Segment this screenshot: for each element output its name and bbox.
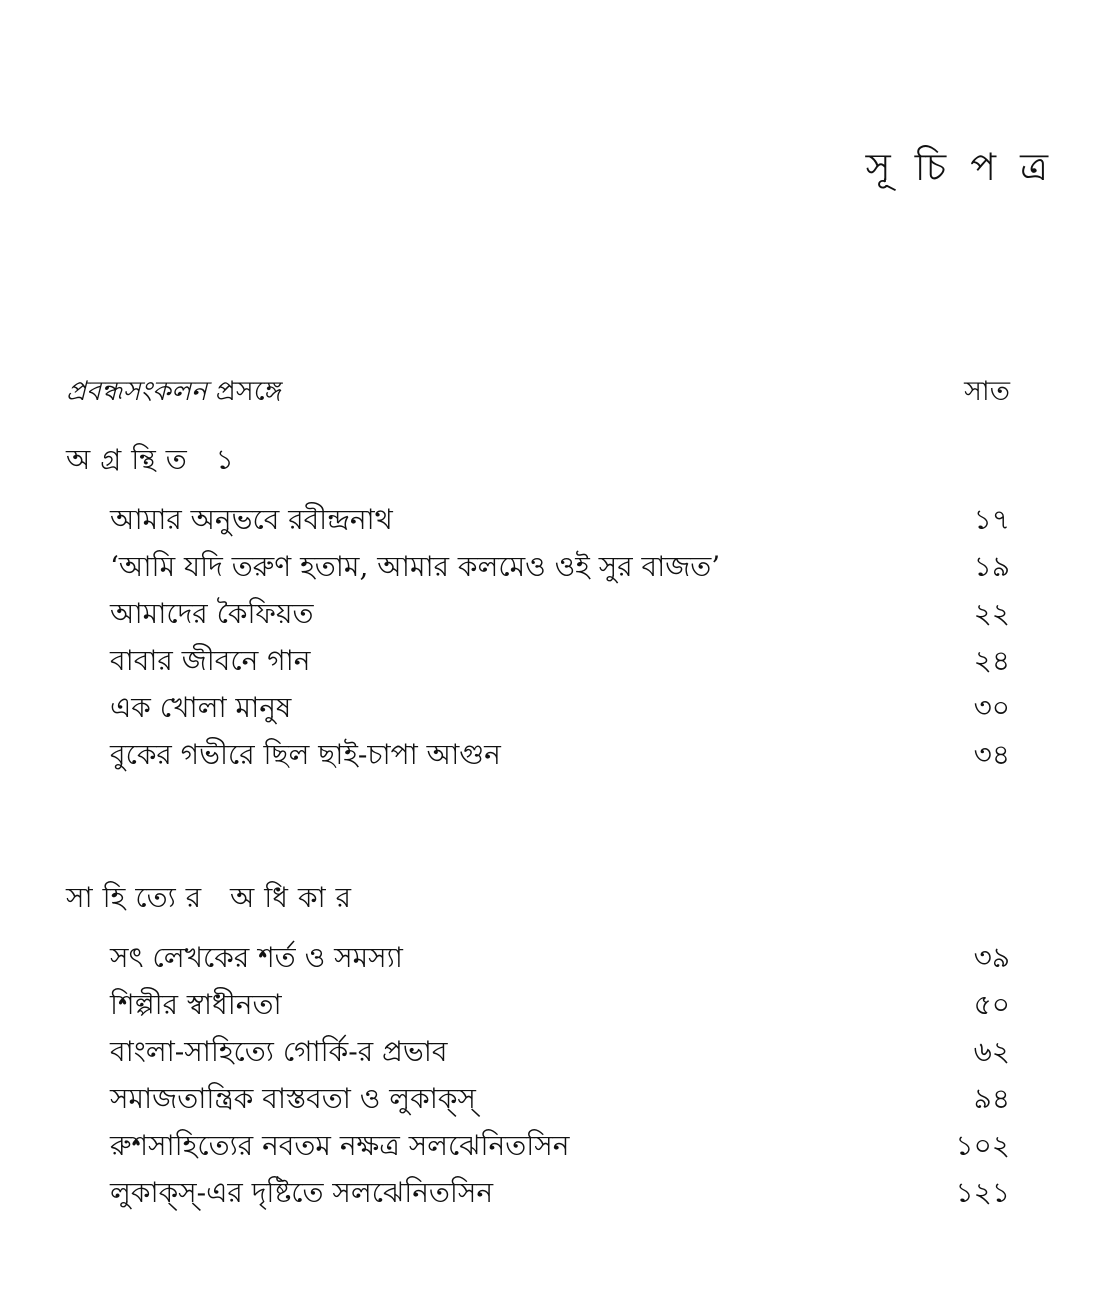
entry-page-number: ৩০ [973,691,1010,724]
preface-title-italic: প্রবন্ধসংকলন [66,376,208,407]
toc-entry[interactable] [66,1028,1010,1075]
section-title: সাহিত্যের অধিকার [66,881,362,914]
section-title: অগ্রন্থিত ১ [66,443,244,476]
entry-list [66,496,1010,778]
preface-entry[interactable] [66,372,1010,412]
toc-entry[interactable] [66,1075,1010,1122]
preface-page-number: সাত [964,376,1010,407]
entry-page-number: ১৯ [973,550,1010,583]
entry-title: বাংলা-সাহিত্যে গোর্কি-র প্রভাব [110,1035,448,1068]
entry-page-number: ১৭ [973,503,1010,536]
toc-entry[interactable] [66,731,1010,778]
toc-entry[interactable] [66,496,1010,543]
entry-title: আমার অনুভবে রবীন্দ্রনাথ [110,503,393,536]
entry-title: বাবার জীবনে গান [110,644,311,677]
toc-entry[interactable] [66,590,1010,637]
entry-page-number: ১২১ [955,1176,1010,1209]
entry-page-number: ৯৪ [973,1082,1010,1115]
toc-entry[interactable] [66,1169,1010,1216]
entry-title: বুকের গভীরে ছিল ছাই-চাপা আগুন [110,738,501,771]
entry-title: আমাদের কৈফিয়ত [110,597,314,630]
entry-title: শিল্পীর স্বাধীনতা [110,988,282,1021]
toc-entry[interactable] [66,934,1010,981]
entry-page-number: ৬২ [973,1035,1010,1068]
page-title: সূ চি প ত্র [865,145,1054,189]
toc-entry[interactable] [66,543,1010,590]
toc-entry[interactable] [66,684,1010,731]
entry-page-number: ৩৯ [973,941,1010,974]
entry-title: এক খোলা মানুষ [110,691,292,724]
entry-list [66,934,1010,1216]
toc-entry[interactable] [66,1122,1010,1169]
entry-page-number: ২২ [973,597,1010,630]
entry-page-number: ৩৪ [973,738,1010,771]
entry-title: সৎ লেখকের শর্ত ও সমস্যা [110,941,403,974]
entry-page-number: ৫০ [973,988,1010,1021]
section-ogranthita [66,438,1010,778]
entry-title: সমাজতান্ত্রিক বাস্তবতা ও লুকাক্‌স্‌ [110,1082,476,1115]
entry-title: লুকাক্‌স্‌-এর দৃষ্টিতে সলঝেনিতসিন [110,1176,494,1209]
entry-page-number: ১০২ [955,1129,1010,1162]
preface-title-rest: প্রসঙ্গে [207,376,283,407]
toc-entry[interactable] [66,637,1010,684]
entry-title: রুশসাহিত্যের নবতম নক্ষত্র সলঝেনিতসিন [110,1129,570,1162]
entry-title: ‘আমি যদি তরুণ হতাম, আমার কলমেও ওই সুর বাজত’ [110,550,721,583]
toc-entry[interactable] [66,981,1010,1028]
entry-page-number: ২৪ [973,644,1010,677]
section-sahityer-adhikar [66,876,1010,1216]
